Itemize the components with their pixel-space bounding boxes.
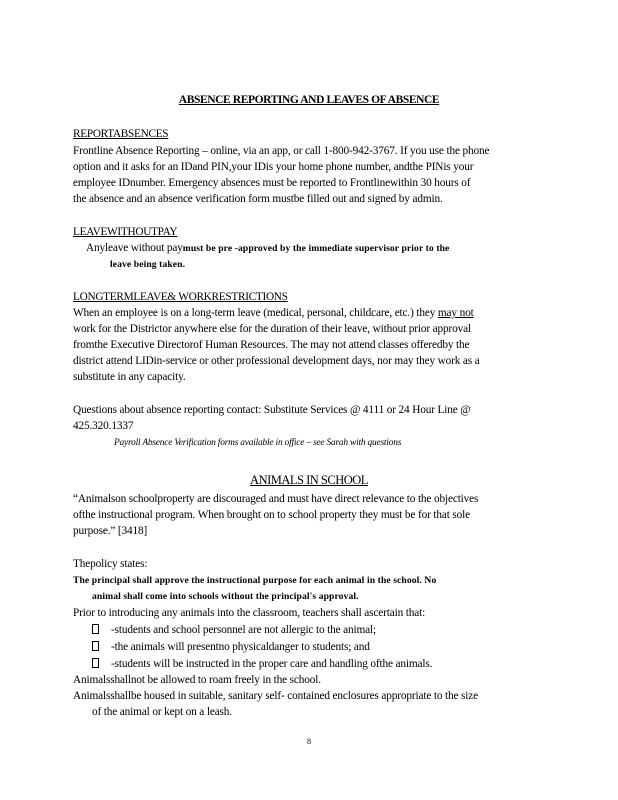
- longterm-line-3: fromthe Executive Directorof Human Resources. The may not attend classes offeredby the: [73, 339, 470, 351]
- report-line-3: employee IDnumber. Emergency absences must be reported to Frontlinewithin 30 hours of: [73, 177, 471, 189]
- leave-line-1-text: Anyleave without pay: [86, 242, 183, 254]
- questions-line-3: Payroll Absence Verification forms available in office – see Sarah with questions: [114, 438, 402, 448]
- bullet-item-1: [92, 623, 562, 637]
- bullet-item-2: [92, 640, 562, 654]
- report-line-1: Frontline Absence Reporting – online, via an app, or call 1-800-942-3767. If you use the phone: [73, 145, 490, 157]
- report-line-2: option and it asks for an IDand PIN,your IDis your home phone number, andthe PINis your: [73, 161, 474, 173]
- leave-line-2: leave being taken.: [110, 259, 186, 270]
- longterm-line-5: substitute in any capacity.: [73, 371, 186, 383]
- prior-line: Prior to introducing any animals into the classroom, teachers shall ascertain that:: [73, 607, 426, 619]
- roam-line: Animalsshallnot be allowed to roam freely in the school.: [73, 674, 321, 686]
- report-line-4: the absence and an absence verification form mustbe filled out and signed by admin.: [73, 193, 443, 205]
- bullet-icon: [92, 641, 99, 651]
- heading-report-absences: REPORTABSENCES: [73, 128, 169, 140]
- policy-bold-line-2: animal shall come into schools without the principal's approval.: [92, 591, 359, 602]
- bullet-icon: [92, 624, 99, 634]
- page-number: 8: [307, 737, 311, 746]
- longterm-line-2: work for the Districtor anywhere else for the duration of their leave, without prior approval: [73, 323, 471, 335]
- longterm-line-1-text: When an employee is on a long-term leave (medical, personal, childcare, etc.) they: [73, 307, 438, 319]
- bullet-text-1: -students and school personnel are not allergic to the animal;: [111, 624, 376, 636]
- housed-line-2: of the animal or kept on a leash.: [92, 706, 232, 718]
- policy-label: Thepolicy states:: [73, 558, 148, 570]
- animals-line-2: ofthe instructional program. When brought on to school property they must be for that sole: [73, 509, 470, 521]
- animals-line-1: “Animalson schoolproperty are discouraged and must have direct relevance to the objectives: [73, 493, 479, 505]
- may-not-underlined: may not: [437, 307, 474, 319]
- heading-leave-without-pay: LEAVEWITHOUTPAY: [73, 226, 178, 238]
- section-title-absence: ABSENCE REPORTING AND LEAVES OF ABSENCE: [178, 94, 440, 106]
- questions-line-2: 425.320.1337: [73, 420, 134, 432]
- animals-line-3: purpose.” [3418]: [73, 525, 148, 537]
- longterm-line-4: district attend LIDin-service or other professional development days, nor may they work as a: [73, 355, 480, 367]
- bullet-item-3: [92, 657, 562, 671]
- bullet-icon: [92, 658, 99, 668]
- section-title-animals: ANIMALS IN SCHOOL: [250, 473, 368, 487]
- leave-line-1: [86, 241, 556, 256]
- bullet-text-3: -students will be instructed in the proper care and handling ofthe animals.: [111, 658, 433, 670]
- policy-bold-line-1: The principal shall approve the instructional purpose for each animal in the school. No: [73, 575, 437, 586]
- questions-line-1: Questions about absence reporting contact: Substitute Services @ 4111 or 24 Hour Line @: [73, 404, 471, 416]
- bullet-text-2: -the animals will presentno physicaldanger to students; and: [111, 641, 370, 653]
- housed-line-1: Animalsshallbe housed in suitable, sanitary self- contained enclosures appropriate to the size: [73, 690, 479, 702]
- leave-line-1-bold: must be pre -approved by the immediate supervisor prior to the: [182, 243, 450, 254]
- heading-long-term-leave: LONGTERMLEAVE& WORKRESTRICTIONS: [73, 291, 288, 303]
- longterm-line-1: [73, 306, 543, 320]
